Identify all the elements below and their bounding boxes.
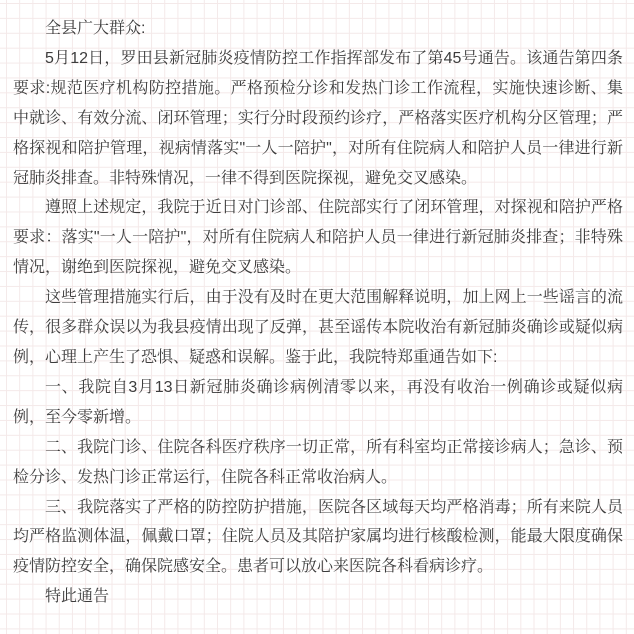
notice-closing: 特此通告 xyxy=(45,588,110,606)
notice-item-2: 二、我院门诊、住院各科医疗秩序一切正常，所有科室均正常接诊病人；急诊、预检分诊、发热门诊正常运行，住院各科正常收治病人。 xyxy=(13,438,623,486)
notice-item-3: 三、我院落实了严格的防控防护措施，医院各区域每天均严格消毒；所有来院人员均严格监测体温，佩戴口罩；住院人员及其陪护家属均进行核酸检测，能最大限度确保疫情防控安全，确保院感安全。患者可以放心来医院各科看病诊疗。 xyxy=(13,498,623,576)
notice-paragraph-measures: 遵照上述规定，我院于近日对门诊部、住院部实行了闭环管理，对探视和陪护严格要求：落实"一人一陪护"，对所有住院病人和陪护人员一律进行新冠肺炎排查；非特殊情况，谢绝到医院探视，避免交叉感染。 xyxy=(13,199,623,277)
notice-item-1: 一、我院自3月13日新冠肺炎确诊病例清零以来，再没有收治一例确诊或疑似病例，至今零新增。 xyxy=(13,378,623,426)
notice-paragraph-rumors: 这些管理措施实行后，由于没有及时在更大范围解释说明，加上网上一些谣言的流传，很多群众误以为我县疫情出现了反弹，甚至谣传本院收治有新冠肺炎确诊或疑似病例，心理上产生了恐惧、疑惑和误解。鉴于此，我院特郑重通告如下: xyxy=(13,289,623,366)
salutation: 全县广大群众: xyxy=(45,20,146,37)
notice-paragraph-intro: 5月12日，罗田县新冠肺炎疫情防控工作指挥部发布了第45号通告。该通告第四条要求:规范医疗机构防控措施。严格预检分诊和发热门诊工作流程，实施快速诊断、集中就诊、有效分流、闭环管理；实行分时段预约诊疗，严格落实医疗机构分区管理；严格探视和陪护管理，视病情落实"一人一陪护"，对所有住院病人和陪护人员一律进行新冠肺炎排查。非特殊情况，一律不得到医院探视，避免交叉感染。 xyxy=(13,49,623,187)
